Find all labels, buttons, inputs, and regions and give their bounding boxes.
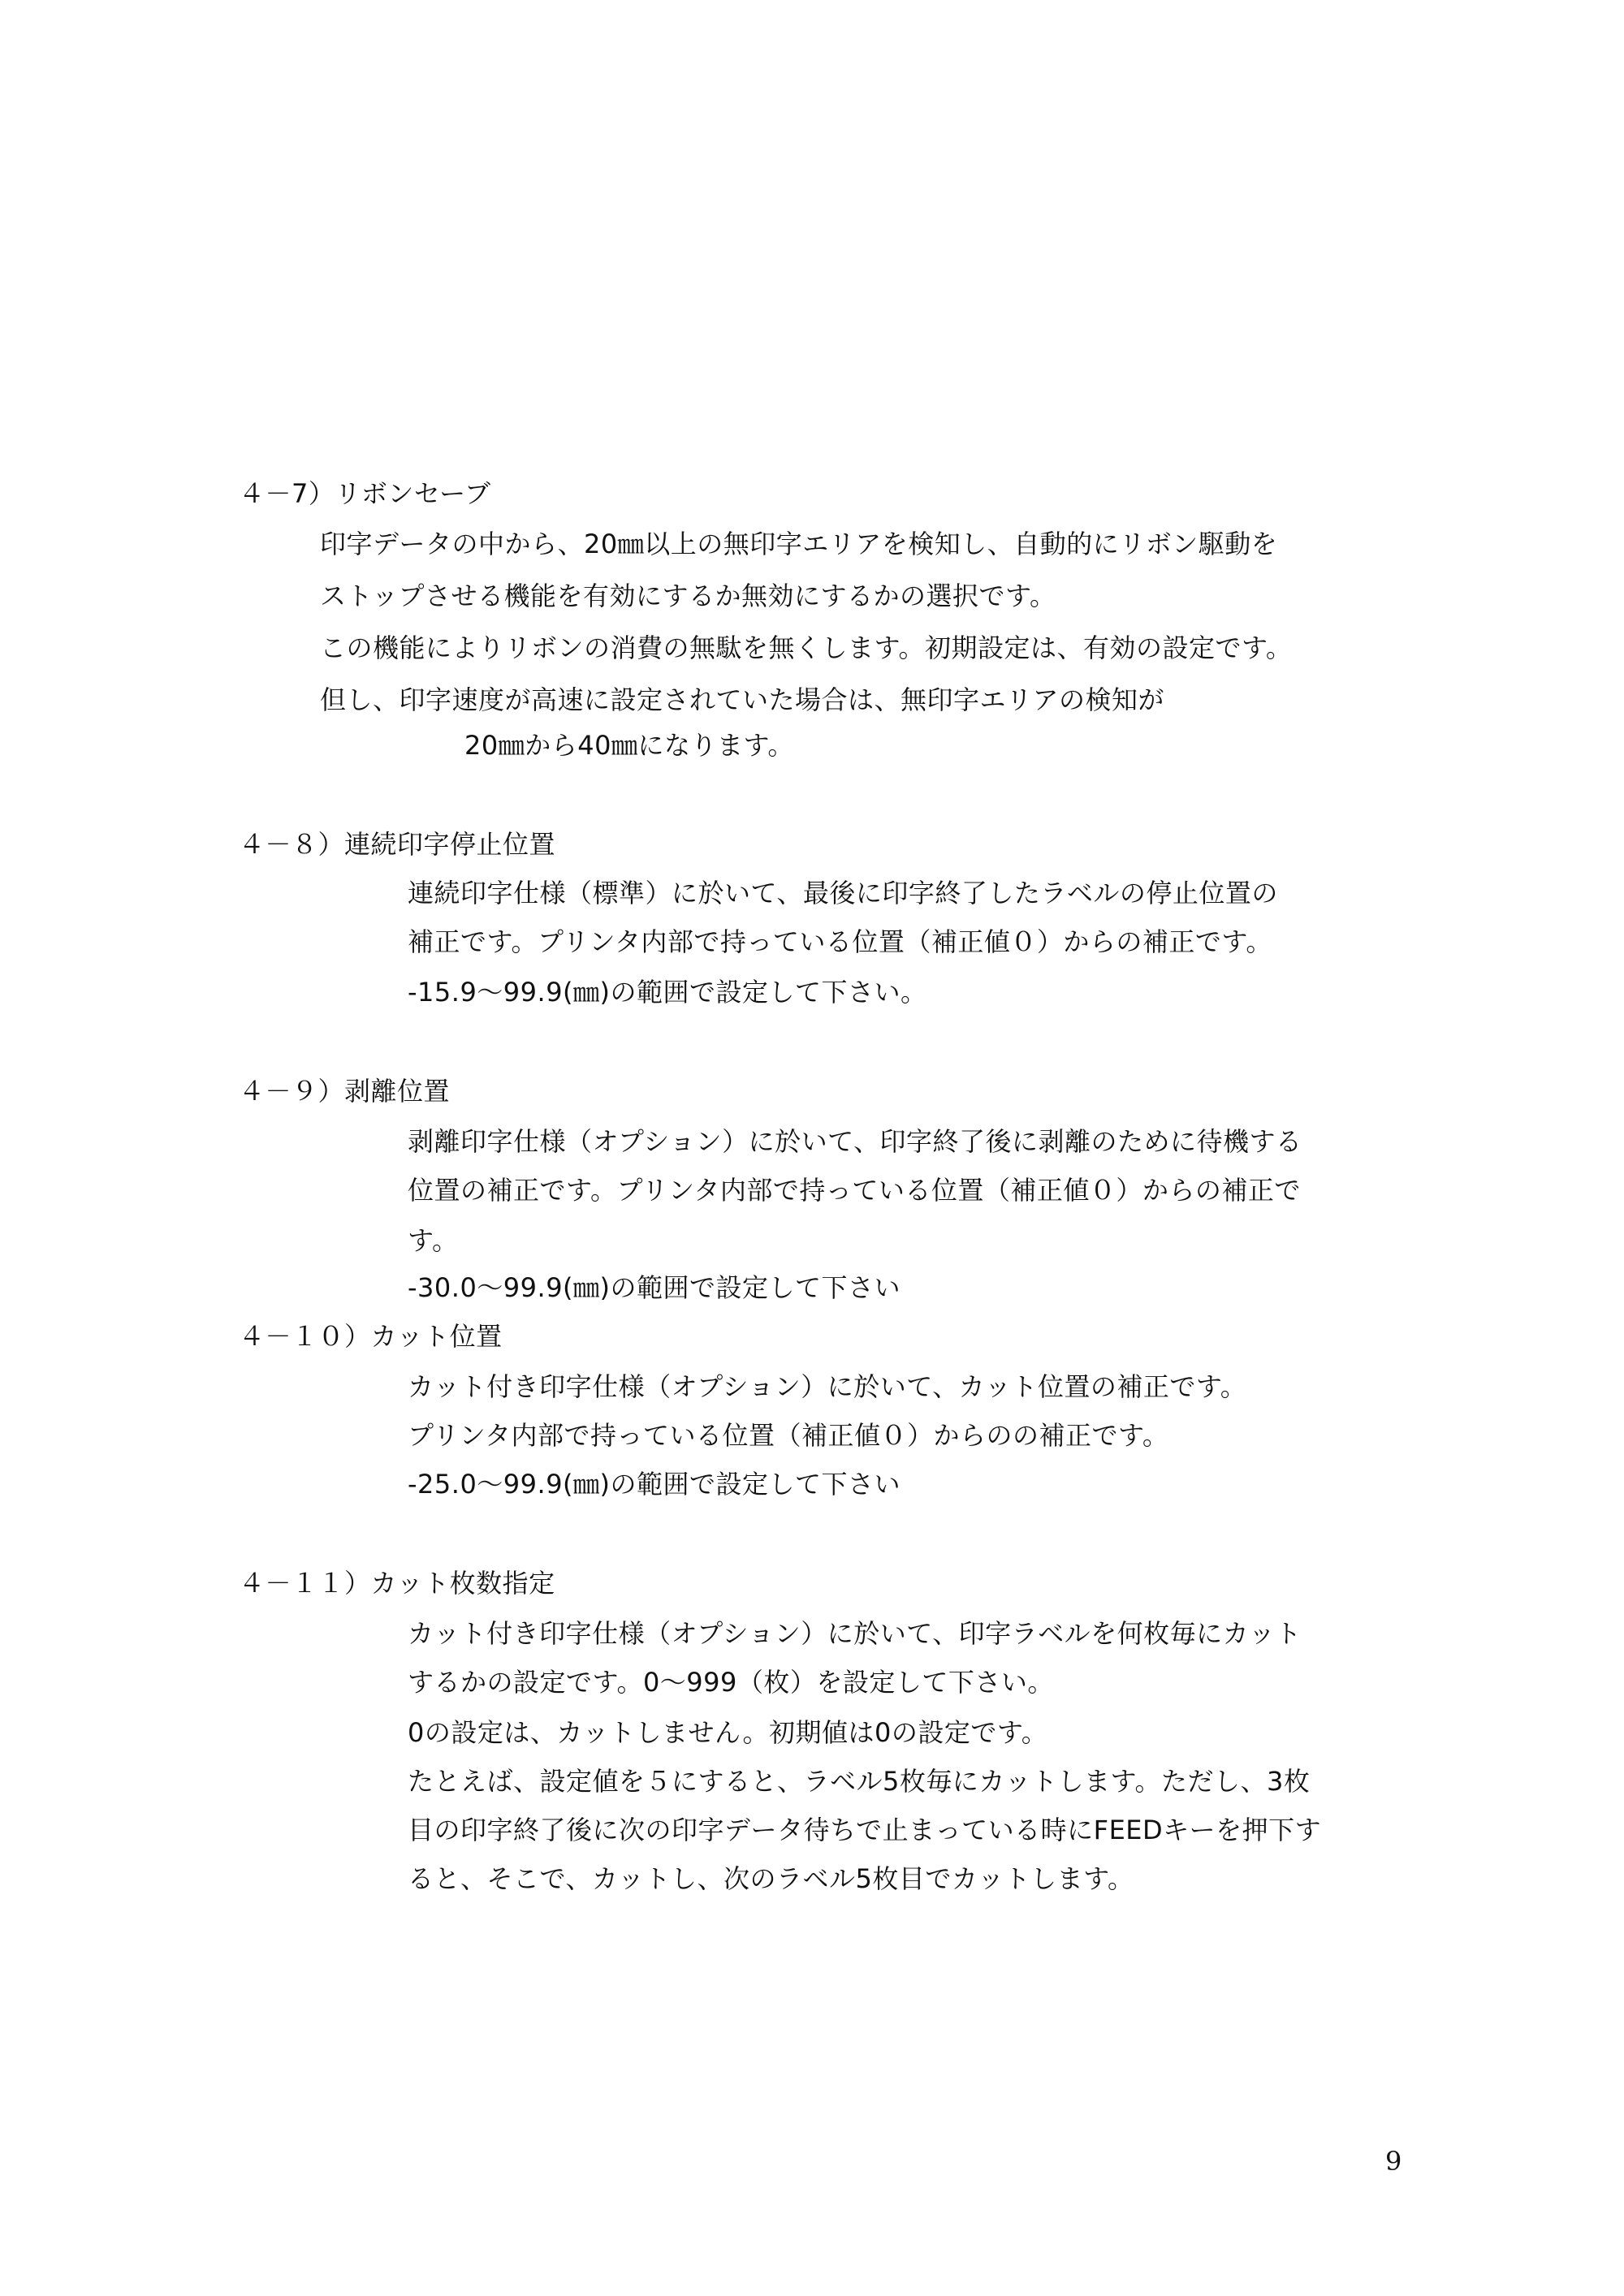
section-heading-peel-position: ４－９）剥離位置 — [239, 1076, 451, 1107]
paragraph-line: 20㎜から40㎜になります。 — [464, 730, 794, 761]
paragraph-line: 目の印字終了後に次の印字データ待ちで止まっている時にFEEDキーを押下す — [408, 1815, 1322, 1845]
paragraph-line: -30.0～99.9(㎜)の範囲で設定して下さい — [408, 1272, 901, 1303]
section-heading-ribbon-save: ４－7）リボンセーブ — [239, 478, 491, 509]
paragraph-line: 位置の補正です。プリンタ内部で持っている位置（補正値０）からの補正で — [408, 1175, 1301, 1206]
paragraph-line: 0の設定は、カットしません。初期値は0の設定です。 — [408, 1717, 1048, 1748]
paragraph-line: ると、そこで、カットし、次のラベル5枚目でカットします。 — [408, 1863, 1134, 1894]
paragraph-line: たとえば、設定値を５にすると、ラベル5枚毎にカットします。ただし、3枚 — [408, 1766, 1311, 1797]
paragraph-line: この機能によりリボンの消費の無駄を無くします。初期設定は、有効の設定です。 — [320, 632, 1293, 663]
paragraph-line: ストップさせる機能を有効にするか無効にするかの選択です。 — [320, 580, 1056, 611]
paragraph-line: 補正です。プリンタ内部で持っている位置（補正値０）からの補正です。 — [408, 926, 1272, 957]
section-heading-cut-position: ４－１０）カット位置 — [239, 1321, 503, 1352]
paragraph-line: カット付き印字仕様（オプション）に於いて、カット位置の補正です。 — [408, 1371, 1247, 1402]
paragraph-line: 連続印字仕様（標準）に於いて、最後に印字終了したラベルの停止位置の — [408, 878, 1278, 908]
paragraph-line: -25.0～99.9(㎜)の範囲で設定して下さい — [408, 1469, 901, 1500]
paragraph-line: プリンタ内部で持っている位置（補正値０）からのの補正です。 — [408, 1420, 1169, 1451]
paragraph-line: -15.9～99.9(㎜)の範囲で設定して下さい。 — [408, 977, 927, 1008]
paragraph-line: 剥離印字仕様（オプション）に於いて、印字終了後に剥離のために待機する — [408, 1126, 1302, 1157]
page-number: 9 — [1385, 2146, 1402, 2177]
paragraph-line: カット付き印字仕様（オプション）に於いて、印字ラベルを何枚毎にカット — [408, 1618, 1302, 1649]
paragraph-line: するかの設定です。0～999（枚）を設定して下さい。 — [408, 1667, 1054, 1698]
paragraph-line: 印字データの中から、20㎜以上の無印字エリアを検知し、自動的にリボン駆動を — [320, 529, 1278, 559]
section-heading-continuous-stop-position: ４－８）連続印字停止位置 — [239, 829, 556, 860]
paragraph-line: 但し、印字速度が高速に設定されていた場合は、無印字エリアの検知が — [320, 684, 1165, 715]
section-heading-cut-count: ４－１１）カット枚数指定 — [239, 1568, 555, 1599]
paragraph-line: す。 — [408, 1225, 459, 1256]
